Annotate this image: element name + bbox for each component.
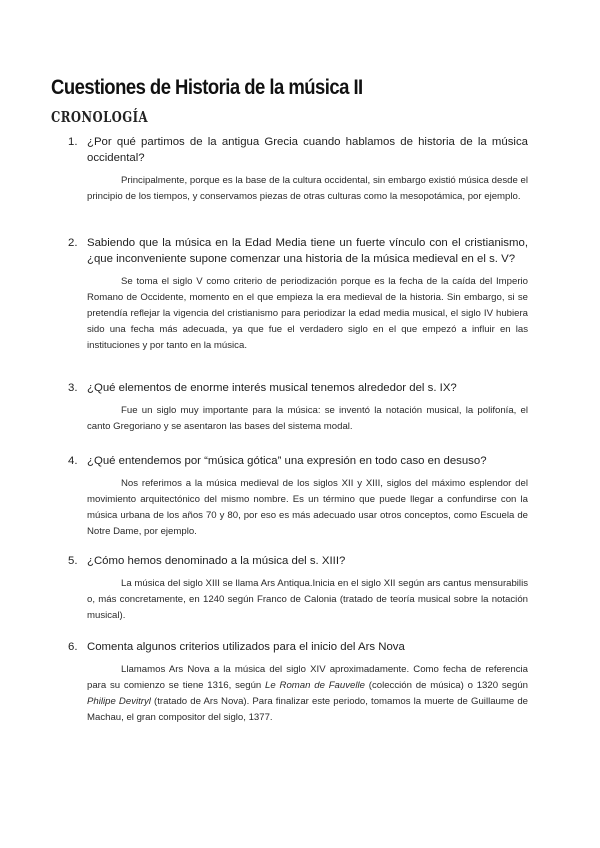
question-text: ¿Cómo hemos denominado a la música del s. XIII? [87,555,346,567]
question-number: 1. [68,136,78,148]
question-text: Sabiendo que la música en la Edad Media tiene un fuerte vínculo con el cristianismo, ¿que inconveniente supone comenzar una historia de la música medieval en el s. V? [87,237,528,266]
page-title: Cuestiones de Historia de la música II [51,76,363,99]
answer-text: Principalmente, porque es la base de la cultura occidental, sin embargo existió música desde el principio de los tiempos, y conservamos piezas de otras culturas como la mesopotámica, por ejemplo. [87,175,528,203]
question-number: 5. [68,555,78,567]
question-item [68,453,528,539]
question-item [68,380,528,435]
question-text: Comenta algunos criterios utilizados para el inicio del Ars Nova [87,641,405,653]
answer-text-part: (colección de música) o 1320 según [364,680,528,691]
question-item [68,134,528,205]
question-item [68,235,528,353]
question-text: ¿Qué entendemos por “música gótica” una expresión en todo caso en desuso? [87,455,487,467]
question-text: ¿Qué elementos de enorme interés musical tenemos alrededor del s. IX? [87,382,457,394]
answer-text [87,662,528,725]
answer-text: Nos referimos a la música medieval de los siglos XII y XIII, siglos del máximo esplendor del movimiento arquitectónico del mismo nombre. Es un término que puede llegar a confundirse con la música urbana de los años 70 y 80, por eso es más adecuado usar otros conceptos, como Escuela de Notre Dame, por ejemplo. [87,478,528,537]
answer-text-part: (tratado de Ars Nova). Para finalizar este periodo, tomamos la muerte de Guillaume de Machau, el gran compositor del siglo, 1377. [87,695,529,723]
answer-text-part: Llamamos Ars Nova a la música del siglo XIV aproximadamente. Como fecha de referencia para su comienzo se tiene 1316, según [87,664,528,691]
question-number: 2. [68,237,78,249]
question-item [68,639,528,725]
answer-italic-title: Le Roman de Fauvelle [265,680,365,691]
question-text: ¿Por qué partimos de la antigua Grecia cuando hablamos de historia de la música occidental? [87,136,528,165]
answer-text: Se toma el siglo V como criterio de periodización porque es la fecha de la caída del Imperio Romano de Occidente, momento en el que empieza la era medieval de la historia. Sin embargo, si se pretendía reflejar la vigencia del cristianismo para periodizar la edad media musical, el siglo IV hubiera sido una fecha más adecuada, ya que fue el verdadero siglo en el que empezó a influir en las instituciones y por tanto en la música. [87,276,528,351]
section-heading: CRONOLOGÍA [51,108,148,126]
question-number: 4. [68,455,78,467]
question-number: 3. [68,382,78,394]
question-number: 6. [68,641,78,653]
question-item [68,553,528,624]
answer-italic-author: Philipe Devitryl [87,695,151,707]
answer-text: La música del siglo XIII se llama Ars Antiqua.Inicia en el siglo XII según ars cantus mensurabilis o, más concretamente, en 1240 según Franco de Calonia (tratado de teoría musical sobre la notación musical). [87,578,528,621]
answer-text: Fue un siglo muy importante para la música: se inventó la notación musical, la polifonía, el canto Gregoriano y se asentaron las bases del sistema modal. [87,405,528,432]
